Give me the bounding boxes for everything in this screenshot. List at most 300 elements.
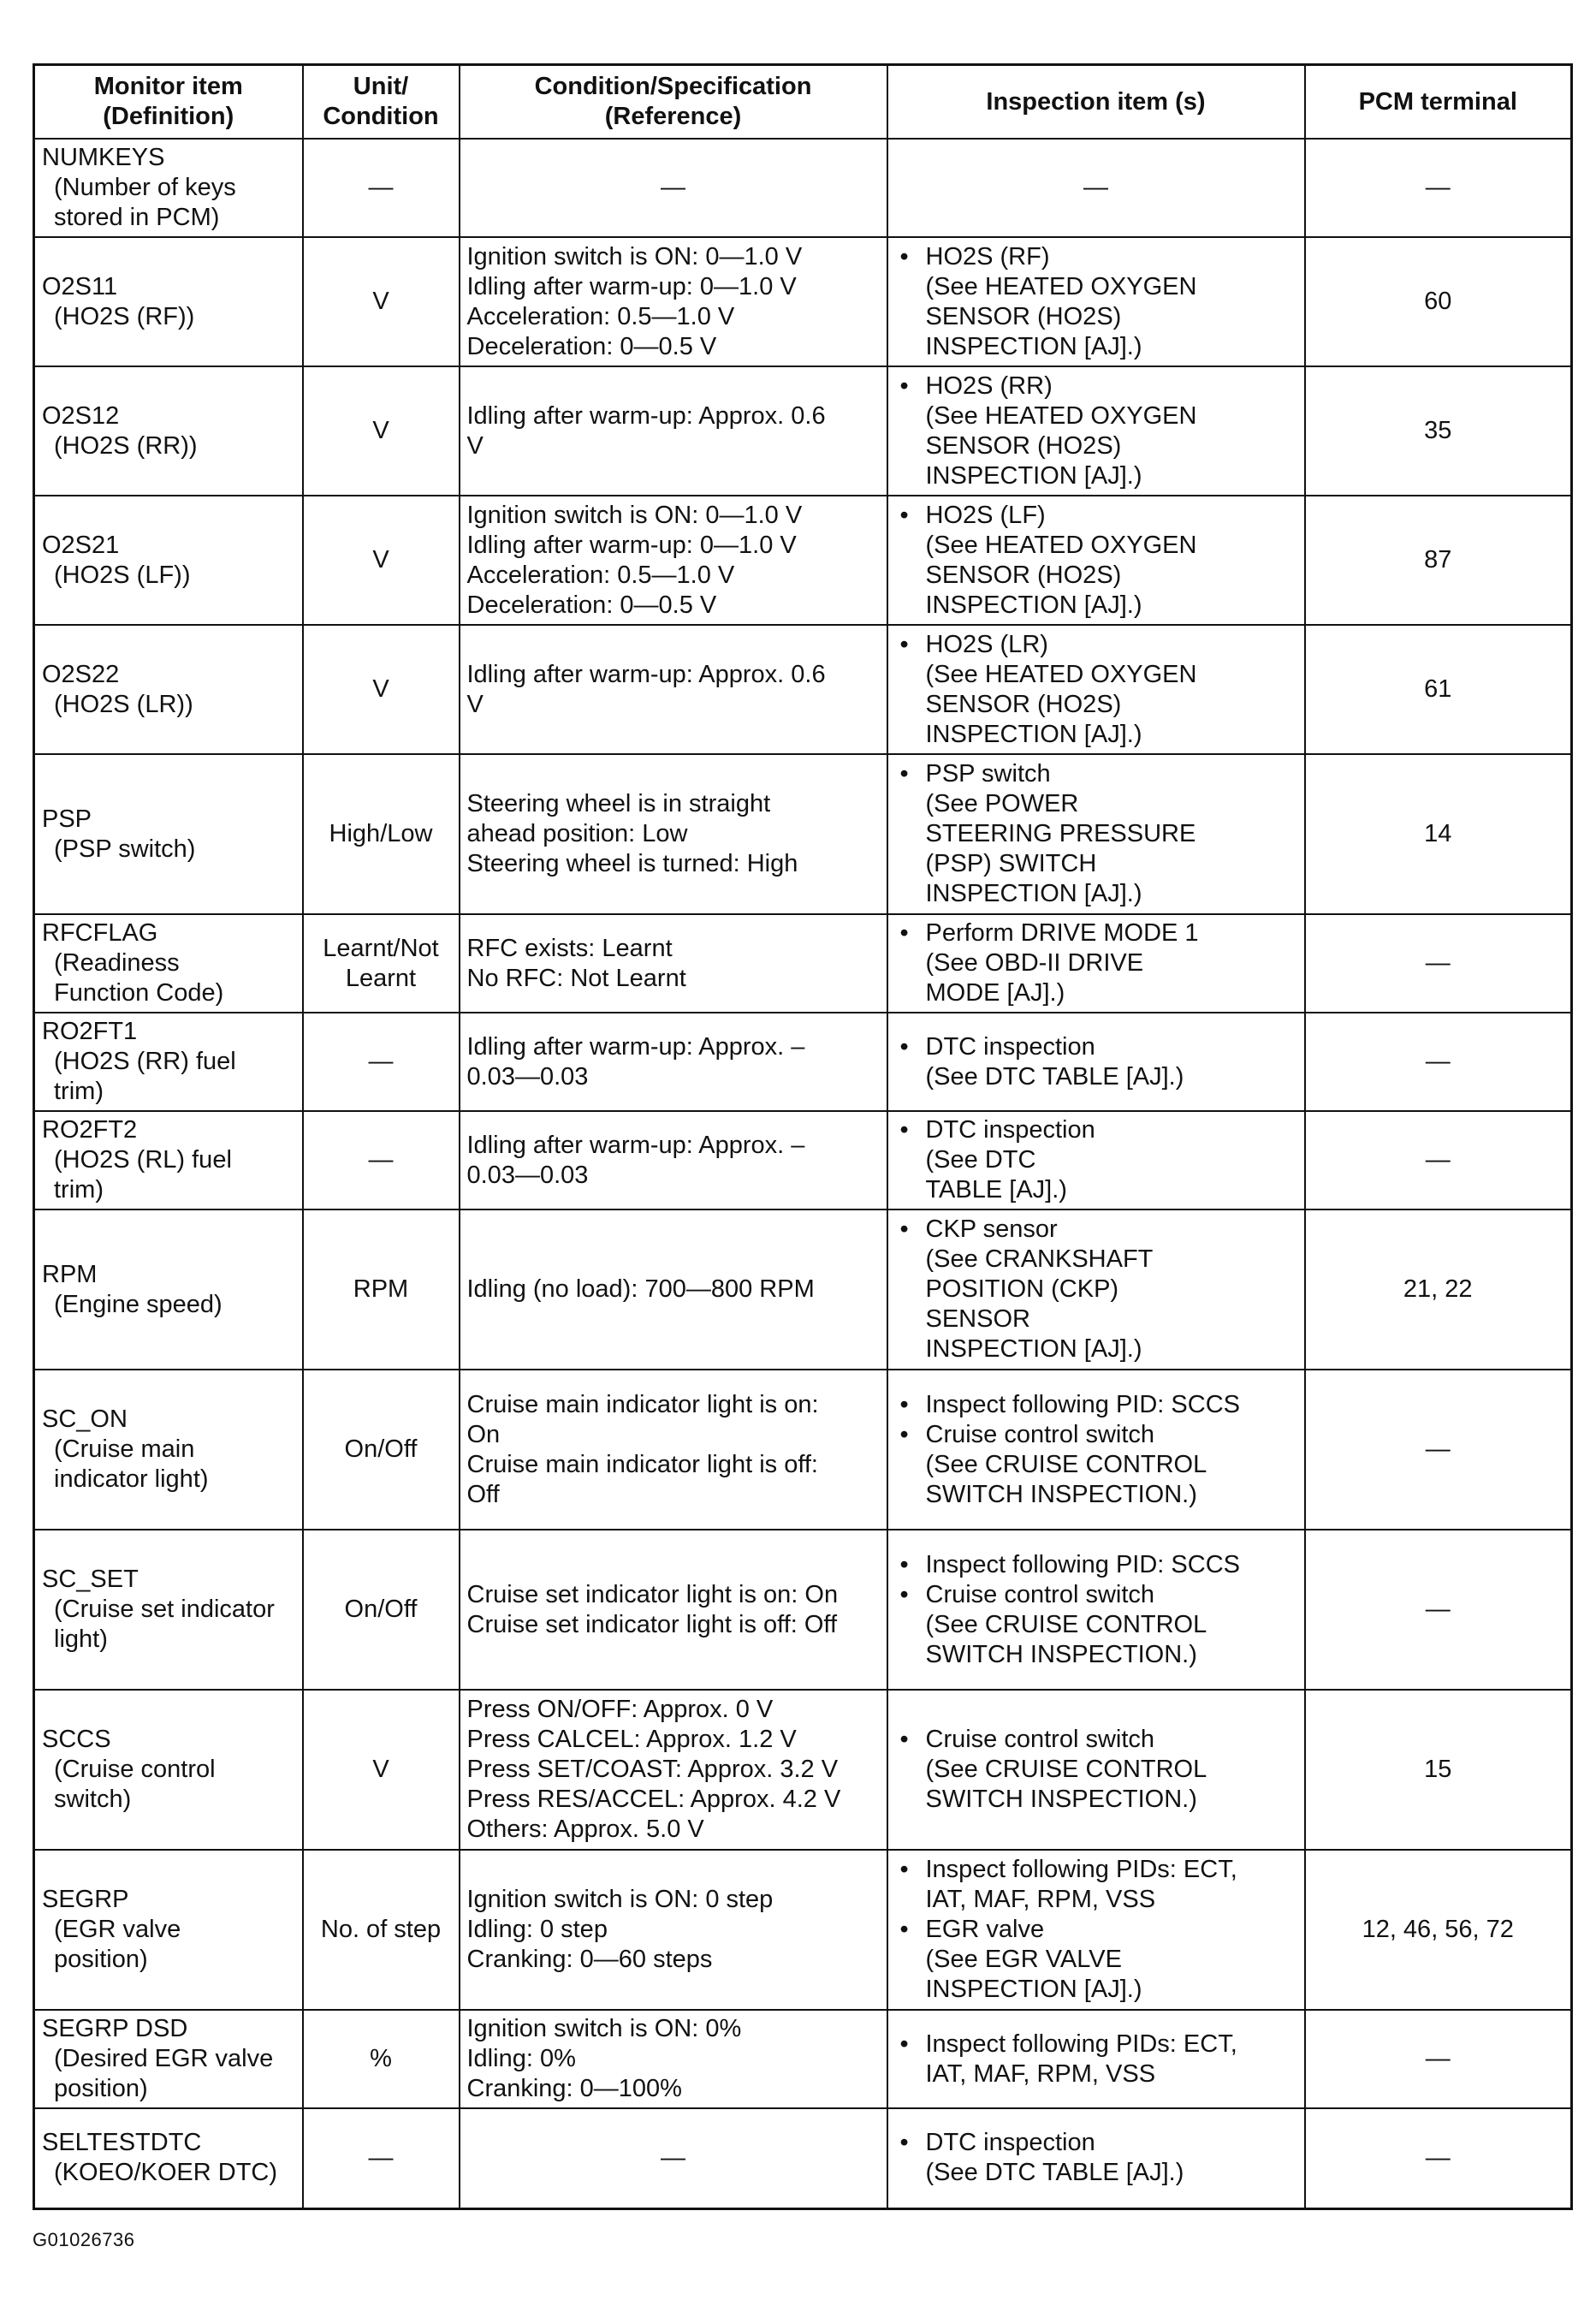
- header-line: Monitor item: [93, 73, 243, 100]
- bullet-icon: •: [899, 2030, 909, 2058]
- monitor-item-table: [33, 63, 1573, 2210]
- condition-specification-cell: [460, 1370, 887, 1530]
- monitor-item-definition: stored in PCM): [54, 204, 220, 231]
- inspection-text: DTC inspection: [925, 2129, 1095, 2157]
- table-row: [34, 2108, 1572, 2208]
- monitor-item-cell: [34, 1111, 303, 1209]
- condition-text: V: [466, 431, 484, 460]
- condition-text: Press CALCEL: Approx. 1.2 V: [466, 1726, 797, 1753]
- monitor-item-cell: [34, 237, 303, 366]
- inspection-text: (See CRUISE CONTROL: [925, 1610, 1207, 1638]
- condition-specification-cell: [460, 1530, 887, 1690]
- inspection-text: EGR valve: [925, 1916, 1045, 1943]
- pcm-terminal-value: 35: [1424, 417, 1452, 444]
- inspection-text: Cruise control switch: [925, 1580, 1155, 1608]
- unit-text: On/Off: [344, 1435, 418, 1463]
- pcm-terminal-value: 60: [1424, 288, 1452, 315]
- inspection-text: (See CRUISE CONTROL: [925, 1756, 1207, 1783]
- bullet-icon: •: [899, 1550, 909, 1578]
- pcm-terminal-value: —: [1425, 2045, 1451, 2072]
- monitor-item-definition: (Cruise set indicator: [54, 1596, 275, 1623]
- table-row: [34, 754, 1572, 914]
- monitor-item-name: O2S22: [42, 660, 120, 688]
- condition-text: Ignition switch is ON: 0—1.0 V: [466, 501, 803, 529]
- unit-text: %: [370, 2045, 392, 2072]
- condition-text: No RFC: Not Learnt: [466, 964, 686, 992]
- inspection-text: INSPECTION [AJ].): [925, 591, 1142, 619]
- monitor-item-definition: trim): [54, 1176, 104, 1204]
- condition-text: ahead position: Low: [466, 820, 688, 847]
- condition-specification-cell: [460, 1690, 887, 1850]
- monitor-item-definition: position): [54, 2075, 148, 2102]
- monitor-item-definition: switch): [54, 1786, 132, 1813]
- unit-text: V: [372, 1756, 389, 1783]
- unit-text: Learnt/Not: [323, 934, 439, 962]
- monitor-item-definition: (KOEO/KOER DTC): [54, 2159, 278, 2187]
- unit-condition-cell: [303, 1209, 460, 1370]
- monitor-item-definition: (Cruise control: [54, 1756, 216, 1783]
- inspection-text: SWITCH INSPECTION.): [925, 1480, 1197, 1508]
- inspection-text: SWITCH INSPECTION.): [925, 1640, 1197, 1668]
- pcm-terminal-cell: [1305, 1530, 1572, 1690]
- monitor-item-definition: (HO2S (RR) fuel: [54, 1048, 236, 1075]
- condition-text: Off: [466, 1480, 500, 1508]
- inspection-text: (See EGR VALVE: [925, 1946, 1122, 1973]
- unit-condition-cell: [303, 2108, 460, 2208]
- monitor-item-definition: indicator light): [54, 1465, 209, 1493]
- inspection-text: Cruise control switch: [925, 1420, 1155, 1448]
- inspection-bullet-item: [895, 1550, 1297, 1580]
- pcm-terminal-cell: [1305, 1111, 1572, 1209]
- monitor-item-name: SEGRP: [42, 1886, 129, 1913]
- monitor-item-cell: [34, 1530, 303, 1690]
- pcm-terminal-value: 21, 22: [1403, 1275, 1473, 1303]
- condition-text: Cruise main indicator light is on:: [466, 1390, 819, 1418]
- bullet-icon: •: [899, 1580, 909, 1608]
- monitor-item-cell: [34, 2010, 303, 2108]
- monitor-item-definition: light): [54, 1625, 108, 1653]
- inspection-text: INSPECTION [AJ].): [925, 332, 1142, 360]
- inspection-text: Inspect following PID: SCCS: [925, 1550, 1240, 1578]
- condition-text: Idling after warm-up: Approx. –: [466, 1131, 805, 1159]
- condition-text: —: [661, 174, 685, 201]
- monitor-item-definition: position): [54, 1946, 148, 1973]
- table-body: [34, 139, 1572, 2208]
- unit-condition-cell: [303, 1111, 460, 1209]
- inspection-text: (See CRANKSHAFT: [925, 1245, 1154, 1273]
- monitor-item-name: O2S21: [42, 531, 120, 559]
- inspection-bullet-item: [895, 1580, 1297, 1610]
- inspection-items-cell: [887, 2010, 1305, 2108]
- pcm-terminal-cell: [1305, 1013, 1572, 1111]
- inspection-text: MODE [AJ].): [925, 979, 1065, 1007]
- monitor-item-definition: (Cruise main: [54, 1435, 195, 1463]
- inspection-text: Cruise control switch: [925, 1726, 1155, 1753]
- inspection-items-cell: [887, 1690, 1305, 1850]
- pcm-terminal-value: —: [1425, 949, 1451, 977]
- condition-specification-cell: [460, 914, 887, 1013]
- monitor-item-definition: (EGR valve: [54, 1916, 181, 1943]
- monitor-item-name: SCCS: [42, 1726, 111, 1753]
- bullet-icon: •: [899, 242, 909, 270]
- header-line: PCM terminal: [1358, 87, 1517, 116]
- monitor-item-name: O2S12: [42, 401, 120, 430]
- monitor-item-cell: [34, 914, 303, 1013]
- header-row: [34, 65, 1572, 140]
- table-row: [34, 1111, 1572, 1209]
- inspection-text: Perform DRIVE MODE 1: [925, 919, 1199, 947]
- condition-specification-cell: [460, 366, 887, 496]
- monitor-item-name: RPM: [42, 1260, 98, 1288]
- condition-text: Deceleration: 0—0.5 V: [466, 332, 717, 360]
- condition-specification-cell: [460, 2010, 887, 2108]
- bullet-icon: •: [899, 1726, 909, 1753]
- condition-text: Deceleration: 0—0.5 V: [466, 591, 717, 619]
- inspection-items-cell: [887, 2108, 1305, 2208]
- condition-specification-cell: [460, 1013, 887, 1111]
- monitor-item-cell: [34, 754, 303, 914]
- monitor-item-definition: trim): [54, 1078, 104, 1105]
- header-condition-specification: [460, 65, 887, 140]
- inspection-items-cell: [887, 754, 1305, 914]
- table-row: [34, 237, 1572, 366]
- inspection-bullet-item: [895, 1915, 1297, 1945]
- inspection-items-cell: [887, 1530, 1305, 1690]
- inspection-text: SENSOR (HO2S): [925, 431, 1122, 460]
- condition-text: Idling after warm-up: Approx. 0.6: [466, 660, 826, 688]
- inspection-items-cell: [887, 366, 1305, 496]
- bullet-icon: •: [899, 919, 909, 947]
- condition-text: Idling after warm-up: Approx. 0.6: [466, 401, 826, 430]
- condition-text: Ignition switch is ON: 0—1.0 V: [466, 242, 803, 270]
- monitor-item-definition: (HO2S (LR)): [54, 690, 193, 718]
- header-pcm-terminal: [1305, 65, 1572, 140]
- inspection-items-cell: [887, 625, 1305, 754]
- inspection-bullet-item: [895, 1420, 1297, 1450]
- monitor-item-cell: [34, 1370, 303, 1530]
- monitor-item-name: RO2FT2: [42, 1116, 138, 1144]
- monitor-item-definition: (HO2S (LF)): [54, 561, 191, 589]
- monitor-item-cell: [34, 496, 303, 625]
- inspection-bullet-item: [895, 2030, 1297, 2059]
- condition-text: Ignition switch is ON: 0 step: [466, 1886, 774, 1913]
- monitor-item-cell: [34, 1690, 303, 1850]
- pcm-terminal-cell: [1305, 1690, 1572, 1850]
- inspection-bullet-item: [895, 1855, 1297, 1885]
- inspection-text: HO2S (LF): [925, 501, 1046, 529]
- monitor-item-definition: (HO2S (RF)): [54, 302, 195, 330]
- unit-text: V: [372, 546, 389, 574]
- document-id: G01026736: [33, 2229, 135, 2250]
- header-line: (Definition): [103, 103, 234, 130]
- header-line: Inspection item (s): [986, 87, 1206, 116]
- monitor-item-cell: [34, 1013, 303, 1111]
- inspection-bullet-item: [895, 630, 1297, 660]
- inspection-items-cell: [887, 1013, 1305, 1111]
- bullet-icon: •: [899, 760, 909, 787]
- header-line: Unit/: [353, 73, 409, 100]
- pcm-terminal-value: —: [1425, 1435, 1451, 1463]
- pcm-terminal-cell: [1305, 139, 1572, 237]
- inspection-bullet-item: [895, 1215, 1297, 1245]
- condition-text: RFC exists: Learnt: [466, 934, 673, 962]
- inspection-bullet-item: [895, 2128, 1297, 2158]
- condition-specification-cell: [460, 139, 887, 237]
- unit-text: High/Low: [329, 820, 433, 847]
- pcm-terminal-cell: [1305, 625, 1572, 754]
- condition-specification-cell: [460, 496, 887, 625]
- condition-text: Press ON/OFF: Approx. 0 V: [466, 1696, 774, 1723]
- inspection-bullet-item: [895, 501, 1297, 531]
- inspection-text: (See HEATED OXYGEN: [925, 660, 1197, 688]
- unit-text: V: [372, 417, 389, 444]
- inspection-bullet-item: [895, 1725, 1297, 1755]
- pcm-terminal-value: —: [1425, 1146, 1451, 1174]
- header-inspection-items: [887, 65, 1305, 140]
- bullet-icon: •: [899, 1032, 909, 1061]
- inspection-text: (See POWER: [925, 790, 1079, 817]
- inspection-text: (See HEATED OXYGEN: [925, 401, 1197, 430]
- pcm-terminal-cell: [1305, 1370, 1572, 1530]
- unit-text: On/Off: [344, 1596, 418, 1623]
- unit-text: —: [368, 2143, 394, 2172]
- monitor-item-name: RFCFLAG: [42, 919, 158, 947]
- inspection-text: INSPECTION [AJ].): [925, 461, 1142, 490]
- pcm-terminal-cell: [1305, 237, 1572, 366]
- inspection-text: DTC inspection: [925, 1116, 1095, 1144]
- unit-text: —: [368, 1146, 394, 1174]
- unit-text: Learnt: [345, 964, 417, 992]
- pcm-terminal-cell: [1305, 2108, 1572, 2208]
- monitor-item-definition: (Readiness: [54, 949, 180, 977]
- inspection-items-cell: [887, 139, 1305, 237]
- unit-condition-cell: [303, 366, 460, 496]
- unit-condition-cell: [303, 1013, 460, 1111]
- inspection-bullet-item: [895, 1032, 1297, 1062]
- unit-text: RPM: [353, 1275, 409, 1303]
- condition-text: Cruise set indicator light is on: On: [466, 1580, 839, 1608]
- bullet-icon: •: [899, 1856, 909, 1883]
- pcm-terminal-cell: [1305, 496, 1572, 625]
- unit-text: V: [372, 675, 389, 703]
- table-row: [34, 1530, 1572, 1690]
- table-row: [34, 914, 1572, 1013]
- pcm-terminal-cell: [1305, 2010, 1572, 2108]
- inspection-items-cell: [887, 1850, 1305, 2010]
- pcm-terminal-value: 61: [1424, 675, 1452, 703]
- monitor-item-definition: (HO2S (RR)): [54, 431, 198, 460]
- condition-text: Idling: 0 step: [466, 1916, 608, 1943]
- inspection-text: HO2S (RF): [925, 242, 1050, 270]
- bullet-icon: •: [899, 371, 909, 400]
- inspection-text: POSITION (CKP): [925, 1275, 1119, 1303]
- inspection-text: SENSOR (HO2S): [925, 561, 1122, 589]
- unit-condition-cell: [303, 1530, 460, 1690]
- inspection-bullet-item: [895, 371, 1297, 401]
- pcm-terminal-cell: [1305, 1209, 1572, 1370]
- inspection-text: INSPECTION [AJ].): [925, 880, 1142, 907]
- inspection-bullet-item: [895, 242, 1297, 272]
- condition-text: On: [466, 1420, 501, 1448]
- table-row: [34, 1850, 1572, 2010]
- unit-text: —: [368, 1048, 394, 1075]
- monitor-item-name: SEGRP DSD: [42, 2015, 188, 2042]
- condition-text: V: [466, 690, 484, 718]
- bullet-icon: •: [899, 501, 909, 529]
- inspection-text: (See DTC TABLE [AJ].): [925, 1062, 1184, 1091]
- condition-specification-cell: [460, 2108, 887, 2208]
- inspection-text: INSPECTION [AJ].): [925, 1335, 1142, 1363]
- inspection-text: INSPECTION [AJ].): [925, 1976, 1142, 2003]
- table-row: [34, 1209, 1572, 1370]
- monitor-item-definition: (Desired EGR valve: [54, 2045, 274, 2072]
- inspection-text: (See DTC: [925, 1146, 1036, 1174]
- unit-condition-cell: [303, 754, 460, 914]
- pcm-terminal-cell: [1305, 366, 1572, 496]
- inspection-items-cell: [887, 914, 1305, 1013]
- monitor-item-cell: [34, 625, 303, 754]
- condition-text: Press RES/ACCEL: Approx. 4.2 V: [466, 1786, 841, 1813]
- bullet-icon: •: [899, 1116, 909, 1144]
- header-unit-condition: [303, 65, 460, 140]
- bullet-icon: •: [899, 630, 909, 658]
- header-line: Condition: [323, 103, 439, 130]
- condition-text: Cranking: 0—100%: [466, 2075, 682, 2102]
- unit-text: —: [368, 174, 394, 201]
- pcm-terminal-value: —: [1425, 1596, 1451, 1623]
- header-monitor-item: [34, 65, 303, 140]
- inspection-items-cell: [887, 237, 1305, 366]
- inspection-text: IAT, MAF, RPM, VSS: [925, 2059, 1156, 2088]
- inspection-text: Inspect following PIDs: ECT,: [925, 2030, 1237, 2058]
- pcm-terminal-cell: [1305, 914, 1572, 1013]
- unit-condition-cell: [303, 1370, 460, 1530]
- table-row: [34, 366, 1572, 496]
- table-row: [34, 496, 1572, 625]
- pcm-terminal-value: —: [1425, 2143, 1451, 2172]
- inspection-bullet-item: [895, 918, 1297, 948]
- condition-text: Cruise set indicator light is off: Off: [466, 1610, 838, 1638]
- bullet-icon: •: [899, 1215, 909, 1243]
- table-row: [34, 625, 1572, 754]
- condition-specification-cell: [460, 625, 887, 754]
- monitor-item-name: O2S11: [42, 272, 118, 300]
- inspection-items-cell: [887, 1370, 1305, 1530]
- unit-text: V: [372, 288, 389, 315]
- condition-specification-cell: [460, 237, 887, 366]
- pcm-terminal-cell: [1305, 754, 1572, 914]
- header-line: (Reference): [604, 103, 742, 130]
- unit-condition-cell: [303, 1690, 460, 1850]
- pcm-terminal-value: —: [1425, 174, 1451, 201]
- inspection-text: DTC inspection: [925, 1032, 1095, 1061]
- inspection-bullet-item: [895, 1115, 1297, 1145]
- condition-text: Press SET/COAST: Approx. 3.2 V: [466, 1756, 839, 1783]
- inspection-items-cell: [887, 1209, 1305, 1370]
- inspection-text: INSPECTION [AJ].): [925, 720, 1142, 748]
- inspection-text: TABLE [AJ].): [925, 1176, 1067, 1204]
- pcm-terminal-value: 87: [1424, 546, 1452, 574]
- monitor-item-name: RO2FT1: [42, 1018, 138, 1045]
- unit-condition-cell: [303, 625, 460, 754]
- condition-text: Idling after warm-up: 0—1.0 V: [466, 531, 797, 559]
- inspection-text: (See CRUISE CONTROL: [925, 1450, 1207, 1478]
- inspection-text: IAT, MAF, RPM, VSS: [925, 1886, 1156, 1913]
- header-line: Condition/Specification: [534, 73, 812, 100]
- pcm-terminal-value: 12, 46, 56, 72: [1362, 1916, 1514, 1943]
- inspection-items-cell: [887, 496, 1305, 625]
- monitor-item-name: SELTESTDTC: [42, 2129, 202, 2157]
- inspection-bullet-item: [895, 1390, 1297, 1420]
- inspection-text: SENSOR (HO2S): [925, 302, 1122, 330]
- monitor-item-definition: (HO2S (RL) fuel: [54, 1146, 232, 1174]
- monitor-item-cell: [34, 2108, 303, 2208]
- inspection-text: PSP switch: [925, 760, 1051, 787]
- monitor-item-name: SC_SET: [42, 1566, 139, 1593]
- inspection-text: SWITCH INSPECTION.): [925, 1786, 1197, 1813]
- condition-specification-cell: [460, 1850, 887, 2010]
- pcm-terminal-cell: [1305, 1850, 1572, 2010]
- condition-text: Idling after warm-up: Approx. –: [466, 1032, 805, 1061]
- inspection-text: Inspect following PIDs: ECT,: [925, 1856, 1237, 1883]
- inspection-text: (See HEATED OXYGEN: [925, 272, 1197, 300]
- inspection-text: HO2S (LR): [925, 630, 1048, 658]
- monitor-item-cell: [34, 1850, 303, 2010]
- inspection-text: SENSOR: [925, 1305, 1030, 1333]
- condition-text: Cranking: 0—60 steps: [466, 1946, 713, 1973]
- inspection-text: (See OBD-II DRIVE: [925, 949, 1144, 977]
- condition-text: 0.03—0.03: [466, 1161, 589, 1189]
- inspection-text: HO2S (RR): [925, 371, 1053, 400]
- condition-text: —: [661, 2143, 685, 2172]
- table-row: [34, 139, 1572, 237]
- unit-condition-cell: [303, 496, 460, 625]
- condition-text: Steering wheel is turned: High: [466, 850, 798, 877]
- inspection-items-cell: [887, 1111, 1305, 1209]
- table-row: [34, 2010, 1572, 2108]
- bullet-icon: •: [899, 1420, 909, 1448]
- condition-text: Idling: 0%: [466, 2045, 576, 2072]
- unit-condition-cell: [303, 237, 460, 366]
- condition-text: Idling (no load): 700—800 RPM: [466, 1275, 815, 1303]
- monitor-item-name: PSP: [42, 805, 92, 833]
- condition-text: Idling after warm-up: 0—1.0 V: [466, 272, 797, 300]
- bullet-icon: •: [899, 1916, 909, 1943]
- unit-condition-cell: [303, 914, 460, 1013]
- condition-specification-cell: [460, 754, 887, 914]
- unit-condition-cell: [303, 1850, 460, 2010]
- monitor-item-cell: [34, 366, 303, 496]
- monitor-item-definition: (Engine speed): [54, 1290, 222, 1318]
- inspection-text: (See DTC TABLE [AJ].): [925, 2159, 1184, 2187]
- pcm-terminal-value: 14: [1424, 820, 1452, 847]
- monitor-item-cell: [34, 1209, 303, 1370]
- inspection-text: SENSOR (HO2S): [925, 690, 1122, 718]
- condition-specification-cell: [460, 1111, 887, 1209]
- unit-condition-cell: [303, 2010, 460, 2108]
- monitor-item-definition: Function Code): [54, 979, 224, 1007]
- inspection-text: (See HEATED OXYGEN: [925, 531, 1197, 559]
- monitor-item-name: SC_ON: [42, 1406, 128, 1433]
- monitor-item-definition: (Number of keys: [54, 174, 236, 201]
- table-row: [34, 1370, 1572, 1530]
- bullet-icon: •: [899, 1390, 909, 1418]
- condition-specification-cell: [460, 1209, 887, 1370]
- table-row: [34, 1690, 1572, 1850]
- condition-text: Steering wheel is in straight: [466, 790, 771, 817]
- inspection-text: (PSP) SWITCH: [925, 850, 1097, 877]
- pcm-terminal-value: 15: [1424, 1756, 1452, 1783]
